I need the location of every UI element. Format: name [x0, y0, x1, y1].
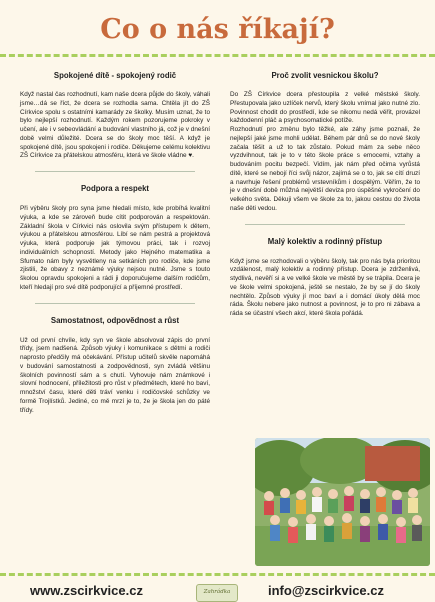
- left-column: [20, 64, 210, 415]
- page-title: Co o nás říkají?: [100, 14, 335, 45]
- school-logo: [196, 584, 238, 602]
- testimonial-heading-samostatnost: Samostatnost, odpovědnost a růst: [50, 315, 180, 325]
- section-divider: [35, 171, 195, 172]
- top-dashed-divider: [0, 54, 435, 57]
- testimonial-text-samostatnost: Už od první chvíle, kdy syn ve škole absolvoval zápis do první třídy, jsem nadšená. Způsob výuky i komunikace s dětmi a rodiči naprosto předčily má očekávání. Přístup učitelů skvěle napomáhá v budování samostatnosti a zodpovědnosti, syn zvládá většinu školních povinností sám a s chutí. Vyhovuje nám známkové i slovní hodnocení, příležitosti pro růst v předmětech, které ho baví, množství času, které děti tráví venku i rodičovské schůzky ve formě Trojlístků. Jediné, co mě mrzí je to, že je škola jen do páté třídy.: [20, 336, 210, 414]
- testimonial-text-maly-kolektiv: Když jsme se rozhodovali o výběru školy, tak pro nás byla prioritou vzdálenost, malý kolektiv a rodinný přístup. Dcera je zdrženlivá, stydlivá, nevěří si a ve velké škole ve městě by se trápila. Dcera je ve škole velmi spokojená, ještě se nestalo, že by se jí do školy nechtělo. Způsob výuky jí moc baví a i domácí úkoly dělá moc ráda. Školu nebere jako nutnost a povinnost, je to pro ni zábava a ráda se účastní všech akcí, které škola pořádá.: [230, 257, 420, 317]
- right-column: [230, 64, 420, 319]
- testimonial-text-spokojene-dite: Když nastal čas rozhodnutí, kam naše dcera půjde do školy, váhali jsme…dá se říct, že dcera se rozhodla sama. Chtěla jít do ZŠ Církvice spolu s ostatními kamarády ze školky. Musím uznat, že to bylo nejlepší rozhodnutí. Každým rokem pozorujeme pokroky v učení, ale i v sebeovládání a budování vlastního já, což je v dnešní době velmi důležité. Dcera se do školy moc těší. A když je spokojené dítě, jsou spokojeni i rodiče. Děkujeme celému kolektivu ZŠ Církvice za přátelskou atmosféru, která ve škole vládne ♥.: [20, 91, 210, 160]
- testimonial-heading-podpora: Podpora a respekt: [80, 184, 150, 193]
- bottom-dashed-divider: [0, 573, 435, 576]
- section-divider: [245, 224, 405, 225]
- testimonial-heading-vesnicka-skola: Proč zvolit vesnickou školu?: [271, 71, 379, 80]
- section-divider: [35, 303, 195, 304]
- footer-website-link[interactable]: www.zscirkvice.cz: [30, 583, 143, 598]
- group-photo: [255, 438, 430, 566]
- school-logo-text: Zahrádka: [203, 589, 231, 595]
- testimonial-text-vesnicka-skola: Do ZŠ Církvice dcera přestoupila z velké městské školy. Přestupovala jako uzlíček nervů, který školu vnímal jako nutné zlo. Povinnost chodit do prostředí, kde se nikomu nedá věřit, provázel každodenní pláč a psychosomatické potíže. Rozhodnutí pro změnu bylo těžké, ale záhy jsme poznali, že nejlepší jaké jsme mohli udělat. Během pár dnů se do nové školy začala těšit a už to tak zůstalo. Pokud mám za sebe něco vyzdvihnout, tak je to v této škole práce s emocemi, vztahy a budováním pocitu bezpečí. Vidím, jak nám před očima vyrůstá dítě, které se nebojí říci svůj názor, zajímá se o to, jak se cítí druzí a navrhuje řešení problémů vrstevníkům i dospělým. Věřím, že to je v dnešní době můžná největší deviza pro úspěšné vykročení do velkého světa. Děkuji všem ve škole za to, jakou cestou do života naše děti vedou.: [230, 91, 420, 212]
- testimonial-heading-maly-kolektiv: Malý kolektiv a rodinný přístup: [267, 236, 383, 246]
- footer-email-link[interactable]: info@zscirkvice.cz: [268, 583, 385, 598]
- testimonial-text-podpora: Při výběru školy pro syna jsme hledali místo, kde probíhá kvalitní výuka, a kde se zároveň bude cítit podporován a respektován. Základní škola v Církvici nás oslovila svým přístupem k dětem, výukou a přátelskou atmosférou. Líbí se nám pestrá a projektová výuka, která podporuje jak týmovou práci, tak i rozvoj individuálních schopností. Metody jako Hejného matematika a Sfumato nám byly vysvětleny na setkáních pro rodiče, kde jsme zjistili, že obavy z neznámé výuky nejsou nutné. Jsme s touto školou opravdu spokojeni a rádi ji doporučujeme dalším rodičům, kteří hledají pro své dítě podporující a příjemné prostředí.: [20, 205, 210, 291]
- testimonial-heading-spokojene-dite: Spokojené dítě - spokojený rodič: [53, 71, 177, 80]
